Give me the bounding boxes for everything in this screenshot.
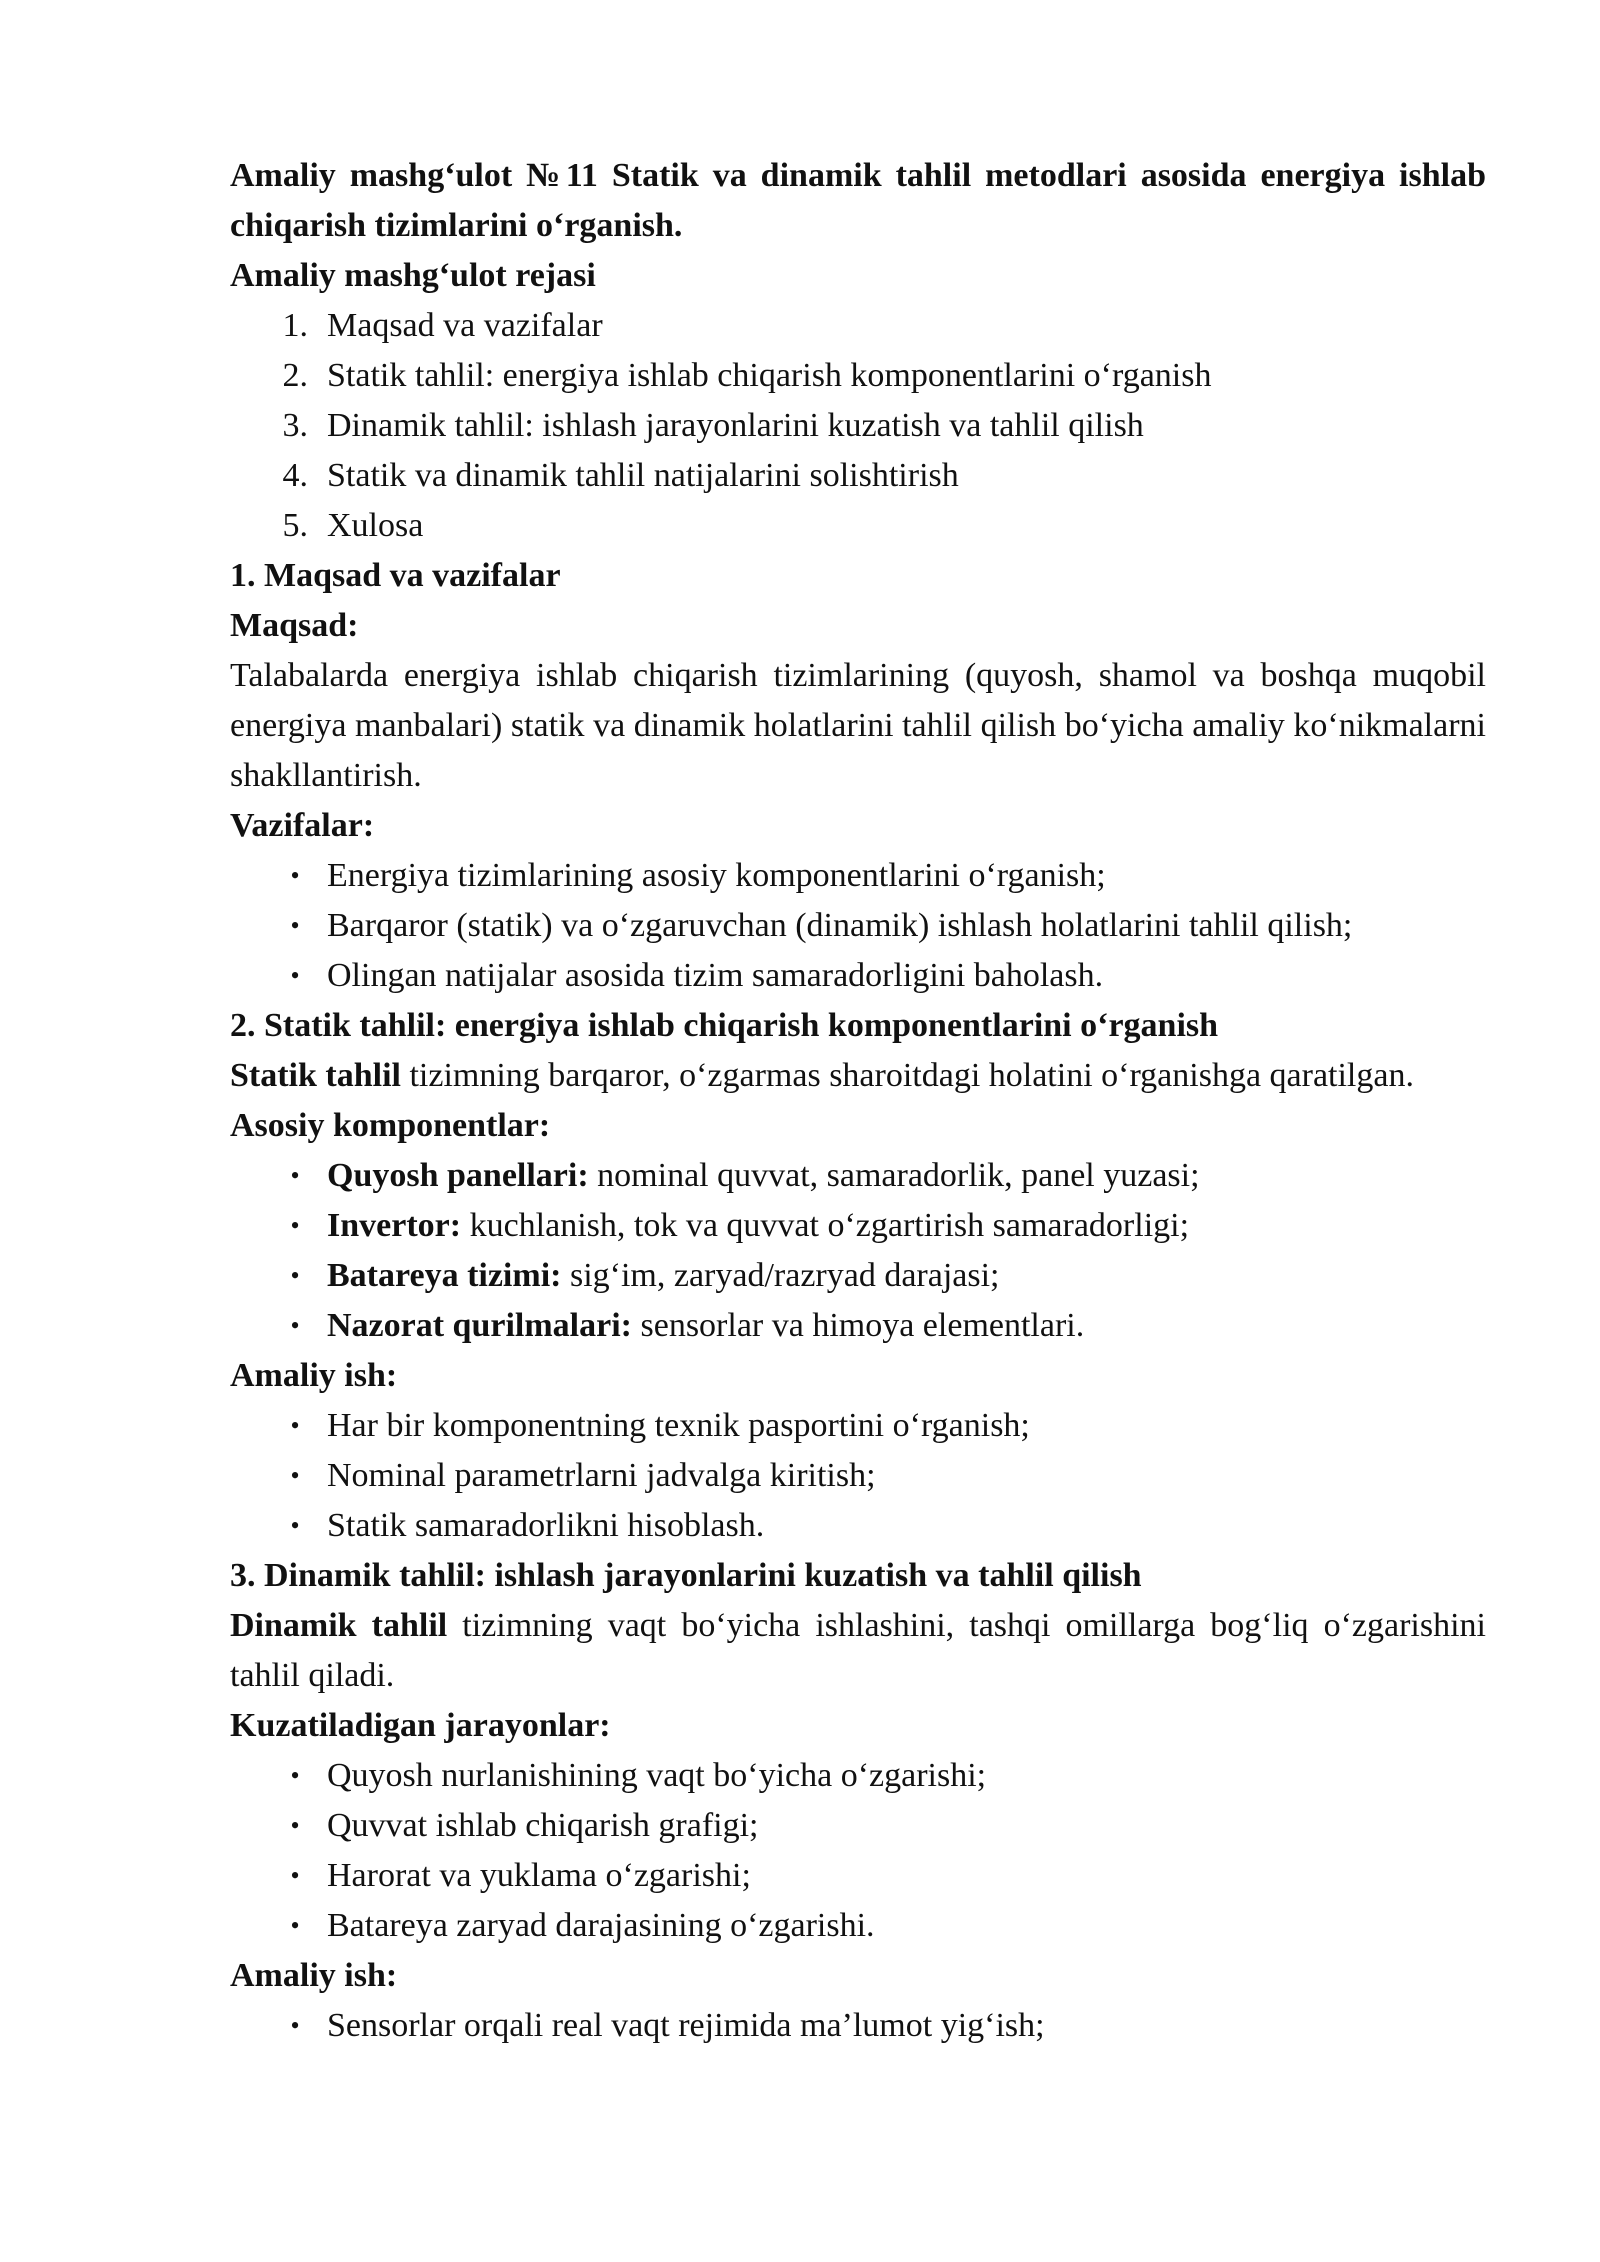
plan-item (230, 351, 1486, 401)
list-item-text: Quvvat ishlab chiqarish grafigi; (327, 1807, 759, 1844)
component-desc: nominal quvvat, samaradorlik, panel yuzasi; (588, 1157, 1200, 1194)
list-item (230, 1901, 1486, 1951)
plan-item (230, 501, 1486, 551)
component-desc: kuchlanish, tok va quvvat o‘zgartirish samaradorligi; (461, 1207, 1190, 1244)
component-term: Invertor: (327, 1207, 462, 1244)
list-item (230, 1401, 1486, 1451)
list-item-text: Statik samaradorlikni hisoblash. (327, 1507, 765, 1544)
intro-rest: tizimning barqaror, o‘zgarmas sharoitdagi holatini o‘rganishga qaratilgan. (400, 1057, 1414, 1094)
list-item-text: Harorat va yuklama o‘zgarishi; (327, 1857, 751, 1894)
tasks-label: Vazifalar: (230, 807, 375, 844)
list-item (230, 1801, 1486, 1851)
processes-label: Kuzatiladigan jarayonlar: (230, 1707, 611, 1744)
bullet-icon: • (290, 1411, 300, 1440)
plan-item (230, 451, 1486, 501)
document-title: Amaliy mashg‘ulot №11 Statik va dinamik tahlil metodlari asosida energiya ishlab chiqarish tizimlarini o‘rganish. (230, 157, 1486, 244)
plan-item-text: Statik tahlil: energiya ishlab chiqarish komponentlarini o‘rganish (327, 357, 1212, 394)
section2-heading: 2. Statik tahlil: energiya ishlab chiqarish komponentlarini o‘rganish (230, 1007, 1219, 1044)
list-item-text: Barqaror (statik) va o‘zgaruvchan (dinamik) ishlash holatlarini tahlil qilish; (327, 907, 1353, 944)
section3-intro (230, 1601, 1486, 1701)
list-item (230, 901, 1486, 951)
list-item (230, 1301, 1486, 1351)
component-desc: sig‘im, zaryad/razryad darajasi; (561, 1257, 1000, 1294)
bullet-icon: • (290, 1211, 300, 1240)
list-number: 5. (282, 507, 308, 544)
section3-heading: 3. Dinamik tahlil: ishlash jarayonlarini kuzatish va tahlil qilish (230, 1557, 1142, 1594)
list-item (230, 1501, 1486, 1551)
tasks-list (230, 851, 1486, 1001)
practice-label: Amaliy ish: (230, 1957, 398, 1994)
list-number: 2. (282, 357, 308, 394)
list-item-text: Quyosh nurlanishining vaqt bo‘yicha o‘zgarishi; (327, 1757, 987, 1794)
list-item (230, 1151, 1486, 1201)
list-item-text: Batareya zaryad darajasining o‘zgarishi. (327, 1907, 875, 1944)
list-item (230, 1851, 1486, 1901)
list-number: 3. (282, 407, 308, 444)
practice-label: Amaliy ish: (230, 1357, 398, 1394)
bullet-icon: • (290, 1811, 300, 1840)
components-list (230, 1151, 1486, 1351)
list-item (230, 1751, 1486, 1801)
bullet-icon: • (290, 1161, 300, 1190)
bullet-icon: • (290, 1911, 300, 1940)
bullet-icon: • (290, 861, 300, 890)
list-item (230, 2001, 1486, 2051)
plan-item-text: Statik va dinamik tahlil natijalarini solishtirish (327, 457, 959, 494)
component-term: Batareya tizimi: (327, 1257, 562, 1294)
list-item-text: Olingan natijalar asosida tizim samaradorligini baholash. (327, 957, 1104, 994)
list-item-text: Energiya tizimlarining asosiy komponentlarini o‘rganish; (327, 857, 1106, 894)
component-term: Nazorat qurilmalari: (327, 1307, 632, 1344)
bullet-icon: • (290, 911, 300, 940)
processes-list (230, 1751, 1486, 1951)
bullet-icon: • (290, 1461, 300, 1490)
list-item (230, 1451, 1486, 1501)
bullet-icon: • (290, 1861, 300, 1890)
bullet-icon: • (290, 1761, 300, 1790)
bullet-icon: • (290, 1311, 300, 1340)
practice-list (230, 1401, 1486, 1551)
list-item-text: Har bir komponentning texnik pasportini o‘rganish; (327, 1407, 1030, 1444)
bullet-icon: • (290, 1511, 300, 1540)
plan-item-text: Xulosa (327, 507, 424, 544)
components-label: Asosiy komponentlar: (230, 1107, 551, 1144)
list-item (230, 1251, 1486, 1301)
component-term: Quyosh panellari: (327, 1157, 589, 1194)
intro-rest: tizimning vaqt bo‘yicha ishlashini, tashqi omillarga bog‘liq o‘zgarishini tahlil qiladi. (230, 1607, 1486, 1694)
plan-item-text: Dinamik tahlil: ishlash jarayonlarini kuzatish va tahlil qilish (327, 407, 1144, 444)
section1-heading: 1. Maqsad va vazifalar (230, 557, 561, 594)
goal-text: Talabalarda energiya ishlab chiqarish tizimlarining (quyosh, shamol va boshqa muqobil energiya manbalari) statik va dinamik holatlarini tahlil qilish bo‘yicha amaliy ko‘nikmalarni shakllantirish. (230, 657, 1486, 794)
list-number: 4. (282, 457, 308, 494)
plan-item (230, 301, 1486, 351)
list-item (230, 851, 1486, 901)
list-item-text: Sensorlar orqali real vaqt rejimida ma’lumot yig‘ish; (327, 2007, 1045, 2044)
plan-list (230, 301, 1486, 551)
intro-term: Dinamik tahlil (230, 1607, 448, 1644)
section2-intro (230, 1051, 1486, 1101)
plan-item (230, 401, 1486, 451)
goal-label: Maqsad: (230, 607, 359, 644)
bullet-icon: • (290, 2011, 300, 2040)
intro-term: Statik tahlil (230, 1057, 401, 1094)
list-item-text: Nominal parametrlarni jadvalga kiritish; (327, 1457, 876, 1494)
list-item (230, 1201, 1486, 1251)
bullet-icon: • (290, 961, 300, 990)
practice-list (230, 2001, 1486, 2051)
plan-heading: Amaliy mashg‘ulot rejasi (230, 257, 596, 294)
list-item (230, 951, 1486, 1001)
plan-item-text: Maqsad va vazifalar (327, 307, 603, 344)
component-desc: sensorlar va himoya elementlari. (632, 1307, 1085, 1344)
list-number: 1. (282, 307, 308, 344)
bullet-icon: • (290, 1261, 300, 1290)
